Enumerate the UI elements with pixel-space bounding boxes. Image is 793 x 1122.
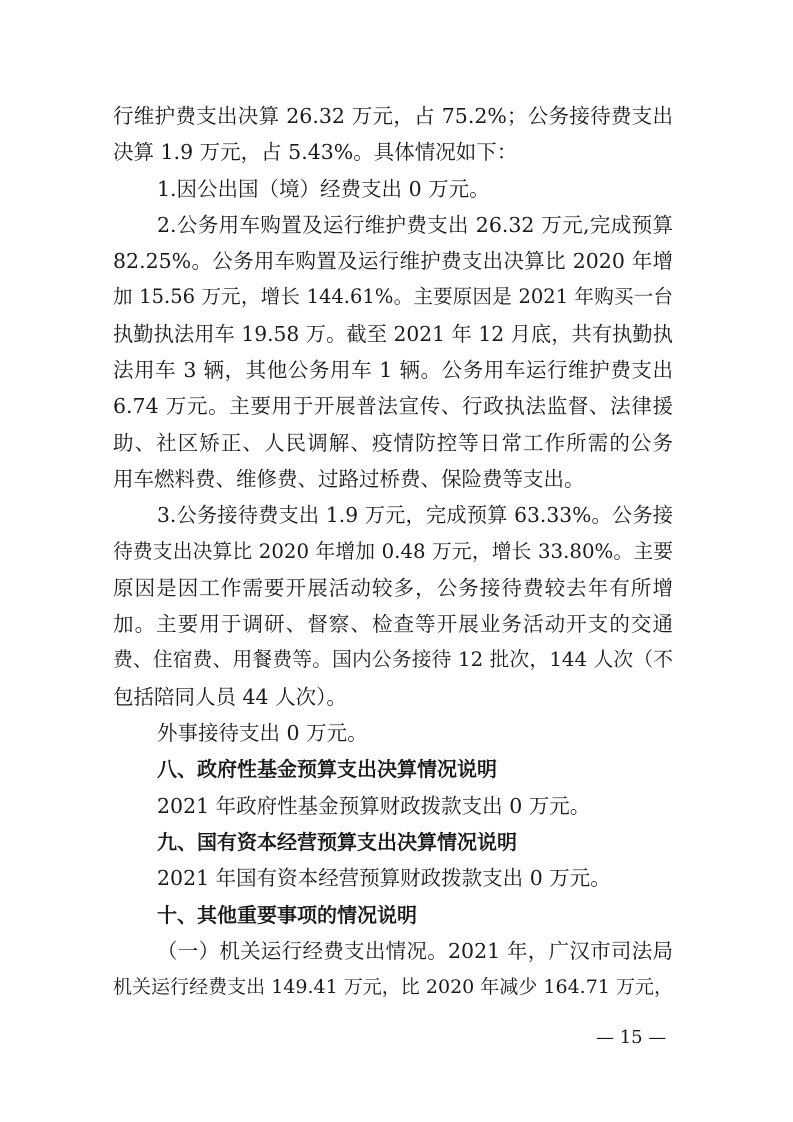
paragraph-line: 外事接待支出 0 万元。 — [157, 721, 368, 746]
paragraph-line: 决算 1.9 万元，占 5.43%。具体情况如下： — [113, 140, 518, 165]
paragraph-line: （一）机关运行经费支出情况。2021 年，广汉市司法局 — [157, 938, 673, 963]
paragraph-line: 3.公务接待费支出 1.9 万元，完成预算 63.33%。公务接 — [157, 503, 673, 528]
paragraph-line: 待费支出决算比 2020 年增加 0.48 万元，增长 33.80%。主要 — [113, 539, 673, 563]
paragraph-line: 2021 年政府性基金预算财政拨款支出 0 万元。 — [157, 793, 591, 818]
paragraph-line: 加。主要用于调研、督察、检查等开展业务活动开支的交通 — [113, 612, 673, 637]
paragraph-line: 行维护费支出决算 26.32 万元，占 75.2%；公务接待费支出 — [113, 104, 673, 128]
paragraph-line: 包括陪同人员 44 人次）。 — [113, 684, 347, 709]
page-number: — 15 — — [596, 1027, 667, 1048]
paragraph-line: 82.25%。公务用车购置及运行维护费支出决算比 2020 年增 — [113, 249, 673, 274]
paragraph-line: 用车燃料费、维修费、过路过桥费、保险费等支出。 — [113, 466, 585, 491]
paragraph-line: 原因是因工作需要开展活动较多，公务接待费较去年有所增 — [113, 575, 673, 600]
paragraph-line: 费、住宿费、用餐费等。国内公务接待 12 批次，144 人次（不 — [113, 648, 673, 672]
paragraph-line: 法用车 3 辆，其他公务用车 1 辆。公务用车运行维护费支出 — [113, 358, 673, 383]
paragraph-line: 加 15.56 万元，增长 144.61%。主要原因是 2021 年购买一台 — [113, 285, 673, 309]
section-heading: 八、政府性基金预算支出决算情况说明 — [157, 757, 497, 782]
paragraph-line: 2.公务用车购置及运行维护费支出 26.32 万元,完成预算 — [157, 212, 673, 237]
paragraph-line: 助、社区矫正、人民调解、疫情防控等日常工作所需的公务 — [113, 430, 673, 455]
paragraph-line: 2021 年国有资本经营预算财政拨款支出 0 万元。 — [157, 866, 611, 891]
paragraph-line: 6.74 万元。主要用于开展普法宣传、行政执法监督、法律援 — [113, 394, 673, 419]
paragraph-line: 1.因公出国（境）经费支出 0 万元。 — [157, 176, 490, 201]
paragraph-line: 机关运行经费支出 149.41 万元，比 2020 年减少 164.71 万元， — [113, 976, 673, 999]
document-body — [113, 98, 673, 1005]
paragraph-line: 执勤执法用车 19.58 万。截至 2021 年 12 月底，共有执勤执 — [113, 321, 673, 346]
section-heading: 十、其他重要事项的情况说明 — [157, 902, 417, 927]
section-heading: 九、国有资本经营预算支出决算情况说明 — [157, 829, 517, 854]
